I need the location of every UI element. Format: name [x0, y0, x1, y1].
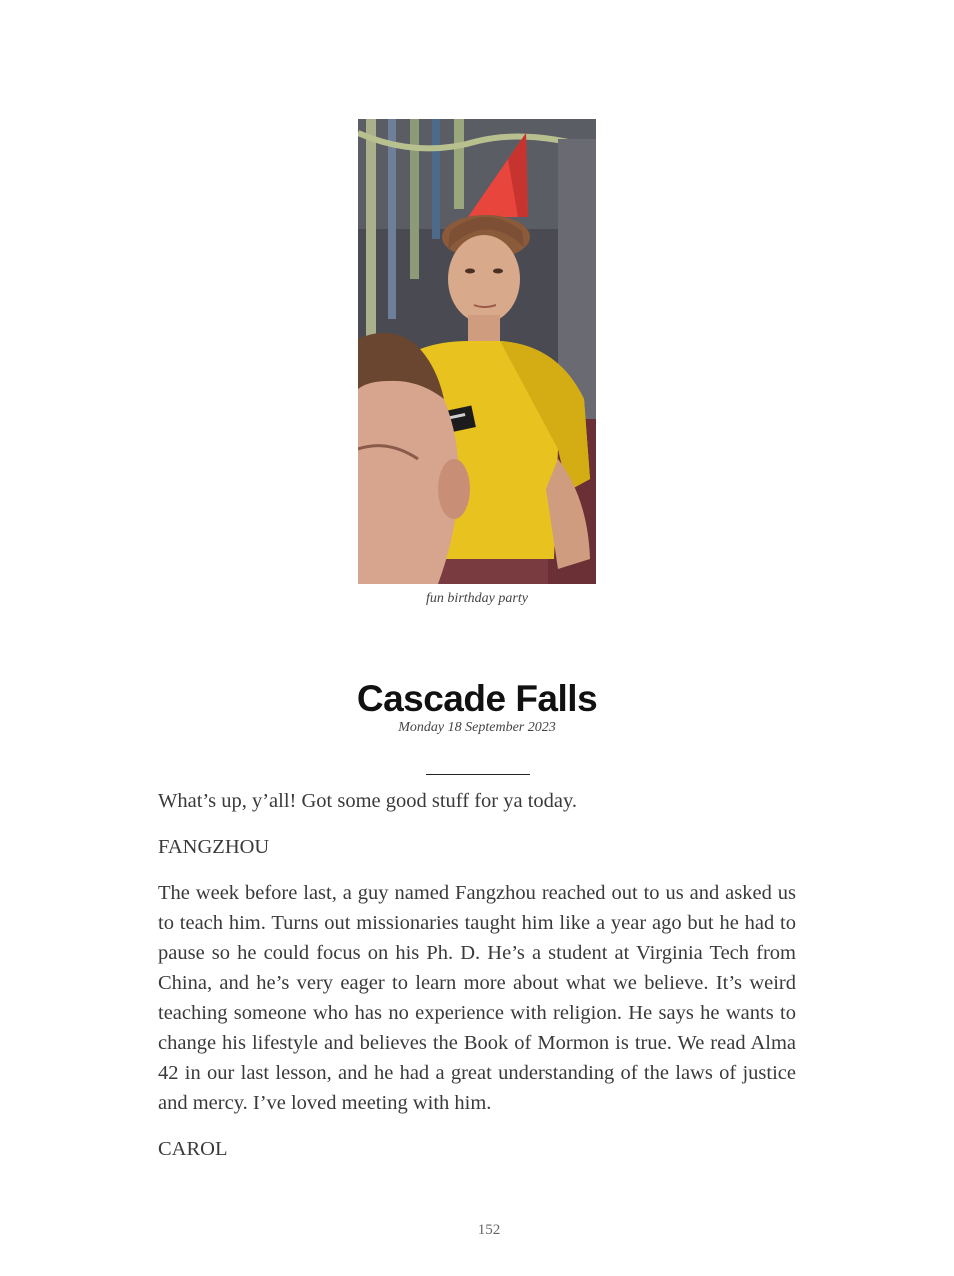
greeting-paragraph: What’s up, y’all! Got some good stuff for ya today. [158, 790, 578, 812]
photo-caption: fun birthday party [426, 591, 528, 606]
birthday-party-photo [358, 119, 596, 584]
section-heading-fangzhou: FANGZHOU [158, 836, 270, 858]
entry-body [158, 786, 796, 1180]
fangzhou-paragraph: The week before last, a guy named Fangzhou reached out to us and asked us to teach him. Turns out missionaries taught him like a year ago but he had to pause so he could focus on his Ph. D. He’s a student at Virginia Tech from China, and he’s very eager to learn more about what we believe. It’s weird teaching someone who has no experience with religion. He says he wants to change his lifestyle and believes the Book of Mormon is true. We read Alma 42 in our last lesson, and he had a great understanding of the laws of justice and mercy. I’ve loved meeting with him. [158, 882, 796, 1114]
page-number: 152 [477, 1222, 501, 1238]
section-heading-carol: CAROL [158, 1138, 228, 1160]
section-divider [426, 774, 530, 775]
entry-date: Monday 18 September 2023 [398, 720, 556, 735]
entry-title: Cascade Falls [356, 678, 598, 719]
